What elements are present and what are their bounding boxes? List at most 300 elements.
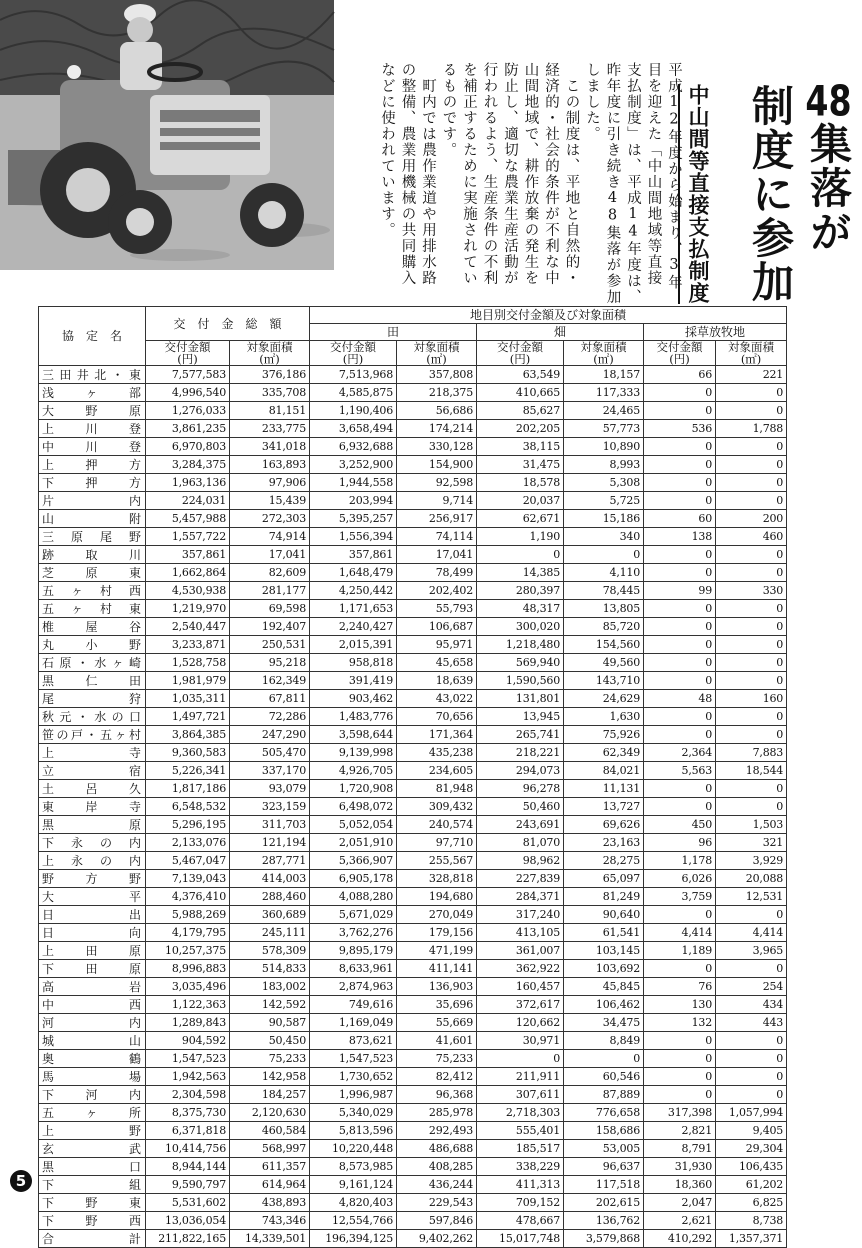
value-cell: 8,996,883 xyxy=(146,960,230,978)
value-cell: 3,233,871 xyxy=(146,636,230,654)
table-row xyxy=(39,726,787,744)
value-cell: 202,205 xyxy=(477,420,564,438)
value-cell: 103,692 xyxy=(564,960,644,978)
article-title-line2 xyxy=(804,80,853,254)
value-cell: 1,556,394 xyxy=(310,528,397,546)
value-cell: 0 xyxy=(716,438,787,456)
value-cell: 203,994 xyxy=(310,492,397,510)
article-subtitle: 中山間等直接支払制度 xyxy=(678,84,712,304)
value-cell: 376,186 xyxy=(230,366,310,384)
value-cell: 2,821 xyxy=(644,1122,716,1140)
agreement-name-cell: 五ヶ村東 xyxy=(39,600,146,618)
value-cell: 0 xyxy=(644,618,716,636)
value-cell: 0 xyxy=(644,726,716,744)
value-cell: 154,900 xyxy=(397,456,477,474)
article-body-line: 目を迎えた「中山間地域等直接 xyxy=(645,62,662,286)
value-cell: 1,996,987 xyxy=(310,1086,397,1104)
value-cell: 24,629 xyxy=(564,690,644,708)
value-cell: 8,633,961 xyxy=(310,960,397,978)
value-cell: 0 xyxy=(716,1050,787,1068)
table-row xyxy=(39,636,787,654)
value-cell: 0 xyxy=(716,600,787,618)
value-cell: 505,470 xyxy=(230,744,310,762)
value-cell: 435,238 xyxy=(397,744,477,762)
header-units-row xyxy=(39,341,787,366)
value-cell: 12,531 xyxy=(716,888,787,906)
value-cell: 5,308 xyxy=(564,474,644,492)
value-cell: 4,585,875 xyxy=(310,384,397,402)
value-cell: 408,285 xyxy=(397,1158,477,1176)
value-cell: 29,304 xyxy=(716,1140,787,1158)
value-cell: 254 xyxy=(716,978,787,996)
value-cell: 69,626 xyxy=(564,816,644,834)
value-cell: 62,349 xyxy=(564,744,644,762)
value-cell: 6,548,532 xyxy=(146,798,230,816)
value-cell: 360,689 xyxy=(230,906,310,924)
value-cell: 411,313 xyxy=(477,1176,564,1194)
value-cell: 0 xyxy=(716,1086,787,1104)
value-cell: 202,615 xyxy=(564,1194,644,1212)
value-cell: 183,002 xyxy=(230,978,310,996)
table-row xyxy=(39,474,787,492)
header-area-unit: (㎡) xyxy=(593,352,614,367)
value-cell: 0 xyxy=(716,708,787,726)
value-cell: 85,627 xyxy=(477,402,564,420)
table-row xyxy=(39,1122,787,1140)
header-amount-unit: (円) xyxy=(177,352,198,367)
table-row xyxy=(39,708,787,726)
value-cell: 35,696 xyxy=(397,996,477,1014)
value-cell: 10,257,375 xyxy=(146,942,230,960)
value-cell: 611,357 xyxy=(230,1158,310,1176)
value-cell: 0 xyxy=(644,384,716,402)
header-area-label: 対象面積 xyxy=(413,340,460,355)
value-cell: 8,375,730 xyxy=(146,1104,230,1122)
value-cell: 4,179,795 xyxy=(146,924,230,942)
value-cell: 6,970,803 xyxy=(146,438,230,456)
value-cell: 7,883 xyxy=(716,744,787,762)
table-row xyxy=(39,834,787,852)
value-cell: 0 xyxy=(564,546,644,564)
value-cell: 362,922 xyxy=(477,960,564,978)
value-cell: 5,531,602 xyxy=(146,1194,230,1212)
value-cell: 0 xyxy=(716,492,787,510)
value-cell: 709,152 xyxy=(477,1194,564,1212)
value-cell: 142,958 xyxy=(230,1068,310,1086)
value-cell: 18,360 xyxy=(644,1176,716,1194)
value-cell: 69,598 xyxy=(230,600,310,618)
value-cell: 0 xyxy=(644,1050,716,1068)
agreement-name-cell: 上川登 xyxy=(39,420,146,438)
value-cell: 2,540,447 xyxy=(146,618,230,636)
table-row xyxy=(39,384,787,402)
value-cell: 97,710 xyxy=(397,834,477,852)
table-row xyxy=(39,654,787,672)
value-cell: 1,503 xyxy=(716,816,787,834)
value-cell: 337,170 xyxy=(230,762,310,780)
table-row xyxy=(39,1014,787,1032)
value-cell: 106,435 xyxy=(716,1158,787,1176)
value-cell: 0 xyxy=(644,600,716,618)
agreement-name-cell: 上押方 xyxy=(39,456,146,474)
value-cell: 233,775 xyxy=(230,420,310,438)
value-cell: 96,637 xyxy=(564,1158,644,1176)
article-body-line: 防止し、適切な農業生産活動が xyxy=(502,62,518,286)
value-cell: 1,276,033 xyxy=(146,402,230,420)
value-cell: 357,808 xyxy=(397,366,477,384)
table-row xyxy=(39,798,787,816)
value-cell: 0 xyxy=(716,546,787,564)
value-cell: 0 xyxy=(644,780,716,798)
value-cell: 82,609 xyxy=(230,564,310,582)
table-row xyxy=(39,906,787,924)
article-body-line: 支払制度」は、平成14年度は、 xyxy=(625,62,641,305)
value-cell: 202,402 xyxy=(397,582,477,600)
value-cell: 2,874,963 xyxy=(310,978,397,996)
agreement-name-cell: 笹の戸・五ヶ村 xyxy=(39,726,146,744)
value-cell: 743,346 xyxy=(230,1212,310,1230)
value-cell: 56,686 xyxy=(397,402,477,420)
value-cell: 413,105 xyxy=(477,924,564,942)
value-cell: 0 xyxy=(716,456,787,474)
agreement-name-cell: 尾狩 xyxy=(39,690,146,708)
agreement-name-cell: 五ヶ村西 xyxy=(39,582,146,600)
value-cell: 5,725 xyxy=(564,492,644,510)
value-cell: 5,296,195 xyxy=(146,816,230,834)
value-cell: 7,139,043 xyxy=(146,870,230,888)
value-cell: 17,041 xyxy=(397,546,477,564)
value-cell: 15,186 xyxy=(564,510,644,528)
table-row xyxy=(39,402,787,420)
agreement-name-cell: 下押方 xyxy=(39,474,146,492)
value-cell: 103,145 xyxy=(564,942,644,960)
value-cell: 163,893 xyxy=(230,456,310,474)
value-cell: 5,226,341 xyxy=(146,762,230,780)
value-cell: 38,115 xyxy=(477,438,564,456)
agreement-name-cell: 跡取川 xyxy=(39,546,146,564)
value-cell: 250,531 xyxy=(230,636,310,654)
header-pasture: 採草放牧地 xyxy=(644,324,787,341)
value-cell: 1,497,721 xyxy=(146,708,230,726)
value-cell: 5,366,907 xyxy=(310,852,397,870)
grant-table xyxy=(38,306,786,1248)
value-cell: 5,457,988 xyxy=(146,510,230,528)
value-cell: 3,598,644 xyxy=(310,726,397,744)
value-cell: 6,905,178 xyxy=(310,870,397,888)
value-cell: 55,669 xyxy=(397,1014,477,1032)
value-cell: 776,658 xyxy=(564,1104,644,1122)
value-cell: 434 xyxy=(716,996,787,1014)
value-cell: 15,017,748 xyxy=(477,1230,564,1248)
value-cell: 218,375 xyxy=(397,384,477,402)
value-cell: 45,845 xyxy=(564,978,644,996)
value-cell: 78,445 xyxy=(564,582,644,600)
value-cell: 13,805 xyxy=(564,600,644,618)
value-cell: 7,577,583 xyxy=(146,366,230,384)
agreement-name-cell: 高岩 xyxy=(39,978,146,996)
agreement-name-cell: 城山 xyxy=(39,1032,146,1050)
value-cell: 1,547,523 xyxy=(146,1050,230,1068)
agreement-name-cell: 下永の内 xyxy=(39,834,146,852)
table-row xyxy=(39,852,787,870)
value-cell: 5,052,054 xyxy=(310,816,397,834)
value-cell: 70,656 xyxy=(397,708,477,726)
value-cell: 2,133,076 xyxy=(146,834,230,852)
value-cell: 6,498,072 xyxy=(310,798,397,816)
value-cell: 245,111 xyxy=(230,924,310,942)
value-cell: 49,560 xyxy=(564,654,644,672)
agreement-name-cell: 野方野 xyxy=(39,870,146,888)
value-cell: 13,727 xyxy=(564,798,644,816)
value-cell: 75,233 xyxy=(397,1050,477,1068)
agreement-name-cell: 大平 xyxy=(39,888,146,906)
value-cell: 256,917 xyxy=(397,510,477,528)
value-cell: 0 xyxy=(644,654,716,672)
value-cell: 106,687 xyxy=(397,618,477,636)
value-cell: 0 xyxy=(644,798,716,816)
article-body-line: 経済的・社会的条件が不利な中 xyxy=(543,62,559,286)
value-cell: 330,128 xyxy=(397,438,477,456)
value-cell: 97,906 xyxy=(230,474,310,492)
value-cell: 0 xyxy=(716,780,787,798)
value-cell: 200 xyxy=(716,510,787,528)
value-cell: 285,978 xyxy=(397,1104,477,1122)
value-cell: 81,070 xyxy=(477,834,564,852)
value-cell: 0 xyxy=(644,438,716,456)
table-row xyxy=(39,510,787,528)
agreement-name-cell: 立宿 xyxy=(39,762,146,780)
header-agreement-name: 協 定 名 xyxy=(39,307,146,366)
value-cell: 99 xyxy=(644,582,716,600)
value-cell: 471,199 xyxy=(397,942,477,960)
value-cell: 328,818 xyxy=(397,870,477,888)
agreement-name-cell: 山附 xyxy=(39,510,146,528)
value-cell: 414,003 xyxy=(230,870,310,888)
agreement-name-cell: 下田原 xyxy=(39,960,146,978)
value-cell: 3,035,496 xyxy=(146,978,230,996)
table-row xyxy=(39,420,787,438)
value-cell: 5,467,047 xyxy=(146,852,230,870)
value-cell: 9,714 xyxy=(397,492,477,510)
article-body-line: を補正するために実施されてい xyxy=(461,62,477,286)
header-area xyxy=(397,341,477,366)
header-amount-unit: (円) xyxy=(509,352,531,367)
value-cell: 48,317 xyxy=(477,600,564,618)
table-row xyxy=(39,492,787,510)
value-cell: 0 xyxy=(716,906,787,924)
value-cell: 247,290 xyxy=(230,726,310,744)
value-cell: 92,598 xyxy=(397,474,477,492)
value-cell: 5,395,257 xyxy=(310,510,397,528)
agreement-name-cell: 三田井北・東 xyxy=(39,366,146,384)
article-body-line: の整備、農業用機械の共同購入 xyxy=(399,62,416,286)
value-cell: 143,710 xyxy=(564,672,644,690)
title-number: 48 xyxy=(805,80,852,122)
value-cell: 0 xyxy=(644,402,716,420)
value-cell: 0 xyxy=(644,546,716,564)
table-row xyxy=(39,1194,787,1212)
value-cell: 272,303 xyxy=(230,510,310,528)
value-cell: 0 xyxy=(644,672,716,690)
value-cell: 1,963,136 xyxy=(146,474,230,492)
value-cell: 10,414,756 xyxy=(146,1140,230,1158)
table-row xyxy=(39,744,787,762)
value-cell: 3,965 xyxy=(716,942,787,960)
value-cell: 873,621 xyxy=(310,1032,397,1050)
agreement-name-cell: 秋元・水の口 xyxy=(39,708,146,726)
value-cell: 136,903 xyxy=(397,978,477,996)
table-row xyxy=(39,690,787,708)
value-cell: 28,275 xyxy=(564,852,644,870)
value-cell: 131,801 xyxy=(477,690,564,708)
value-cell: 98,962 xyxy=(477,852,564,870)
value-cell: 9,590,797 xyxy=(146,1176,230,1194)
value-cell: 1,981,979 xyxy=(146,672,230,690)
value-cell: 2,364 xyxy=(644,744,716,762)
value-cell: 1,720,908 xyxy=(310,780,397,798)
value-cell: 1,630 xyxy=(564,708,644,726)
agreement-name-cell: 土呂久 xyxy=(39,780,146,798)
value-cell: 2,240,427 xyxy=(310,618,397,636)
value-cell: 61,202 xyxy=(716,1176,787,1194)
value-cell: 82,412 xyxy=(397,1068,477,1086)
header-amount xyxy=(146,341,230,366)
value-cell: 120,662 xyxy=(477,1014,564,1032)
value-cell: 309,432 xyxy=(397,798,477,816)
value-cell: 41,601 xyxy=(397,1032,477,1050)
value-cell: 30,971 xyxy=(477,1032,564,1050)
value-cell: 307,611 xyxy=(477,1086,564,1104)
table-row xyxy=(39,564,787,582)
value-cell: 224,031 xyxy=(146,492,230,510)
value-cell: 24,465 xyxy=(564,402,644,420)
agreement-name-cell: 上永の内 xyxy=(39,852,146,870)
agreement-name-cell: 芝原東 xyxy=(39,564,146,582)
header-area-unit: (㎡) xyxy=(259,352,280,367)
value-cell: 76 xyxy=(644,978,716,996)
value-cell: 460 xyxy=(716,528,787,546)
value-cell: 0 xyxy=(716,726,787,744)
value-cell: 1,788 xyxy=(716,420,787,438)
table-row xyxy=(39,996,787,1014)
value-cell: 13,945 xyxy=(477,708,564,726)
header-area-unit: (㎡) xyxy=(740,352,762,367)
value-cell: 391,419 xyxy=(310,672,397,690)
value-cell: 221 xyxy=(716,366,787,384)
value-cell: 2,015,391 xyxy=(310,636,397,654)
value-cell: 50,450 xyxy=(230,1032,310,1050)
value-cell: 0 xyxy=(477,1050,564,1068)
value-cell: 3,284,375 xyxy=(146,456,230,474)
value-cell: 903,462 xyxy=(310,690,397,708)
value-cell: 81,948 xyxy=(397,780,477,798)
value-cell: 450 xyxy=(644,816,716,834)
value-cell: 8,573,985 xyxy=(310,1158,397,1176)
value-cell: 3,861,235 xyxy=(146,420,230,438)
value-cell: 1,528,758 xyxy=(146,654,230,672)
agreement-name-cell: 三原尾野 xyxy=(39,528,146,546)
value-cell: 18,544 xyxy=(716,762,787,780)
value-cell: 11,131 xyxy=(564,780,644,798)
value-cell: 5,563 xyxy=(644,762,716,780)
table-row xyxy=(39,366,787,384)
value-cell: 18,639 xyxy=(397,672,477,690)
article-body-line: などに使われています。 xyxy=(379,62,395,238)
agreement-name-cell: 下野西 xyxy=(39,1212,146,1230)
value-cell: 340 xyxy=(564,528,644,546)
header-amount-label: 交付金額 xyxy=(164,340,211,355)
article-body-line: 平成12年度から始まり、3年 xyxy=(666,62,682,291)
value-cell: 0 xyxy=(716,1032,787,1050)
table-row xyxy=(39,978,787,996)
value-cell: 3,759 xyxy=(644,888,716,906)
value-cell: 90,587 xyxy=(230,1014,310,1032)
value-cell: 0 xyxy=(716,564,787,582)
value-cell: 300,020 xyxy=(477,618,564,636)
value-cell: 174,214 xyxy=(397,420,477,438)
agreement-name-cell: 浅ヶ部 xyxy=(39,384,146,402)
value-cell: 1,190,406 xyxy=(310,402,397,420)
value-cell: 53,005 xyxy=(564,1140,644,1158)
value-cell: 171,364 xyxy=(397,726,477,744)
agreement-name-cell: 上田原 xyxy=(39,942,146,960)
value-cell: 0 xyxy=(716,1068,787,1086)
article-body-line: 行われるよう、生産条件の不利 xyxy=(481,62,498,286)
table-row xyxy=(39,600,787,618)
value-cell: 555,401 xyxy=(477,1122,564,1140)
value-cell: 372,617 xyxy=(477,996,564,1014)
value-cell: 4,088,280 xyxy=(310,888,397,906)
value-cell: 0 xyxy=(644,492,716,510)
value-cell: 31,475 xyxy=(477,456,564,474)
value-cell: 0 xyxy=(644,1068,716,1086)
value-cell: 60 xyxy=(644,510,716,528)
agreement-name-cell: 黒仁田 xyxy=(39,672,146,690)
value-cell: 48 xyxy=(644,690,716,708)
value-cell: 15,439 xyxy=(230,492,310,510)
value-cell: 18,578 xyxy=(477,474,564,492)
value-cell: 8,849 xyxy=(564,1032,644,1050)
agreement-name-cell: 丸小野 xyxy=(39,636,146,654)
header-field: 畑 xyxy=(477,324,644,341)
value-cell: 6,932,688 xyxy=(310,438,397,456)
table-row xyxy=(39,870,787,888)
table-row xyxy=(39,816,787,834)
agreement-name-cell: 大野原 xyxy=(39,402,146,420)
value-cell: 9,360,583 xyxy=(146,744,230,762)
value-cell: 162,349 xyxy=(230,672,310,690)
agreement-name-cell: 奥鶴 xyxy=(39,1050,146,1068)
value-cell: 240,574 xyxy=(397,816,477,834)
article xyxy=(338,4,862,305)
agreement-name-cell: 下組 xyxy=(39,1176,146,1194)
value-cell: 536 xyxy=(644,420,716,438)
value-cell: 323,159 xyxy=(230,798,310,816)
value-cell: 72,286 xyxy=(230,708,310,726)
table-row xyxy=(39,672,787,690)
value-cell: 281,177 xyxy=(230,582,310,600)
value-cell: 95,218 xyxy=(230,654,310,672)
table-row xyxy=(39,888,787,906)
value-cell: 10,890 xyxy=(564,438,644,456)
value-cell: 3,762,276 xyxy=(310,924,397,942)
value-cell: 75,926 xyxy=(564,726,644,744)
value-cell: 184,257 xyxy=(230,1086,310,1104)
value-cell: 284,371 xyxy=(477,888,564,906)
value-cell: 121,194 xyxy=(230,834,310,852)
value-cell: 192,407 xyxy=(230,618,310,636)
value-cell: 1,944,558 xyxy=(310,474,397,492)
